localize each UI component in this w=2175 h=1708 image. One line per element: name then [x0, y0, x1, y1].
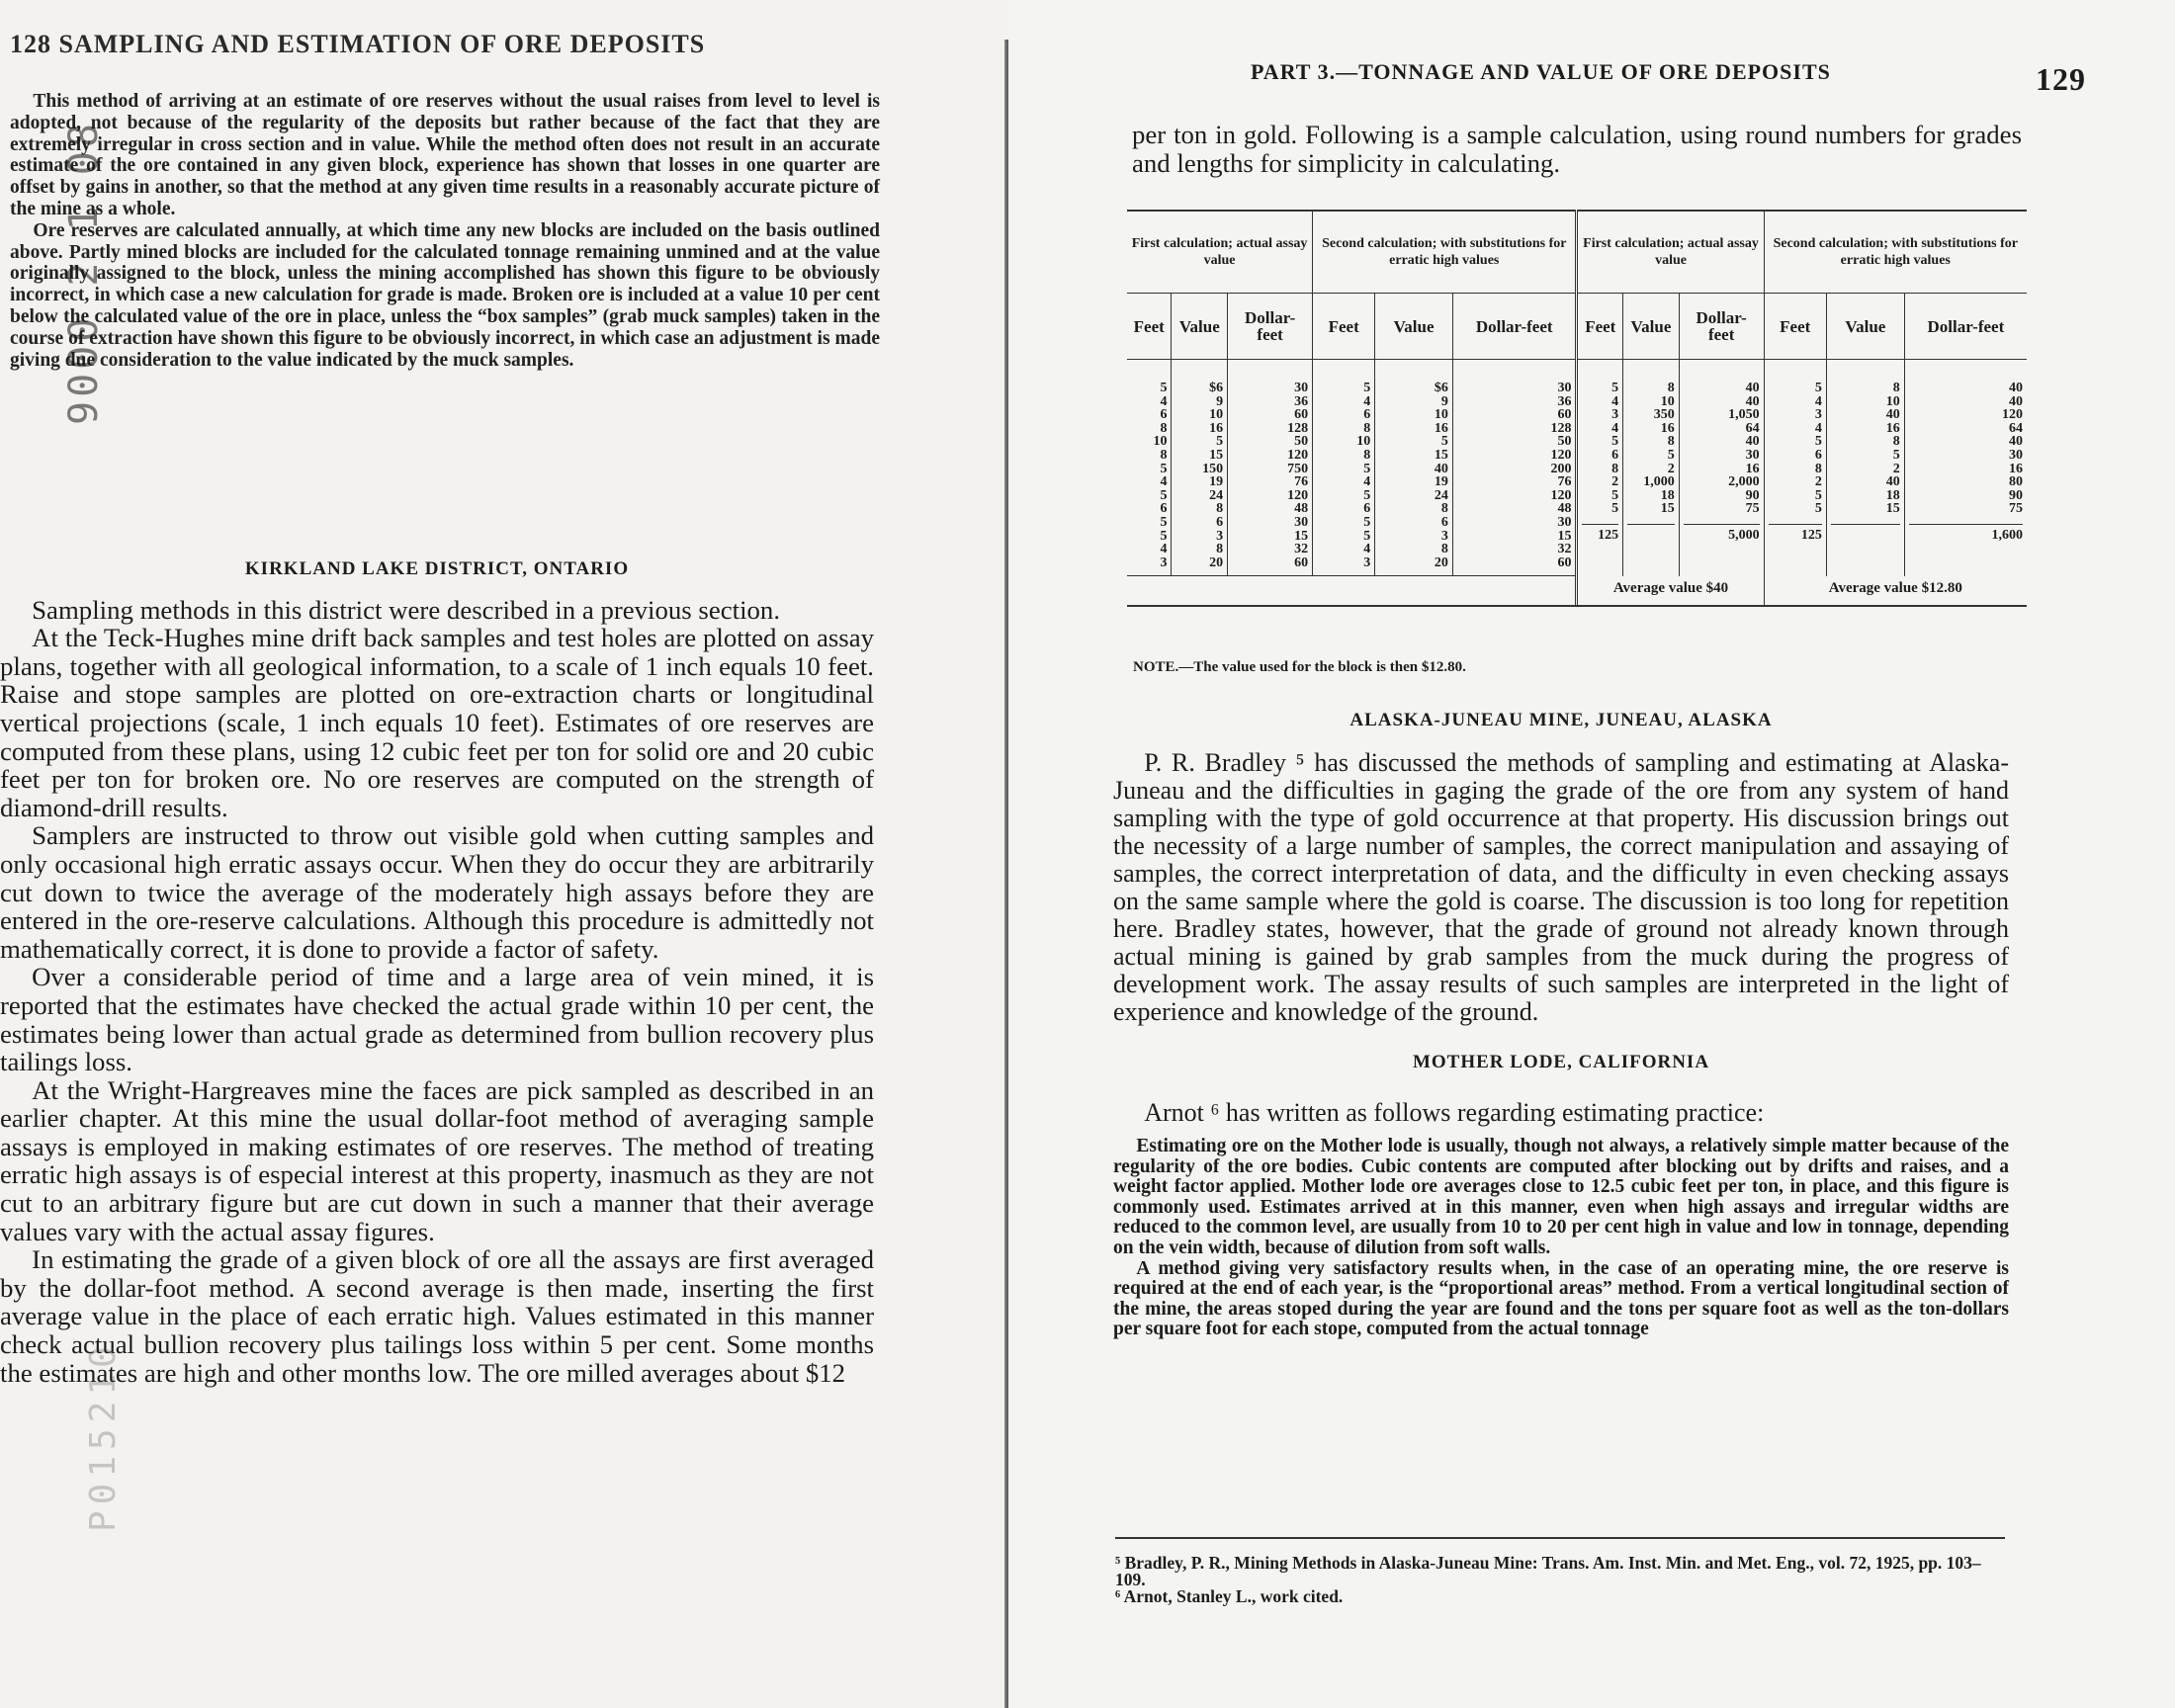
- table-cell: 8: [1611, 461, 1619, 476]
- right-body: [1113, 672, 2009, 1340]
- col-header-dollar-feet: Dollar-feet: [1452, 294, 1577, 360]
- column-value: [1172, 360, 1228, 576]
- table-cell: 15: [1209, 447, 1224, 463]
- table-note: NOTE.—The value used for the block is then $12.80.: [1133, 659, 1466, 675]
- table-cell: 64: [2009, 420, 2023, 436]
- paragraph: per ton in gold. Following is a sample calculation, using round numbers for grades and lengths for simplicity in calculating.: [1132, 120, 2022, 178]
- table-cell: 4: [1814, 393, 1822, 409]
- table-cell: 4: [1814, 420, 1822, 436]
- table-cell: 5: [1814, 501, 1822, 517]
- table-cell: 40: [1745, 381, 1760, 395]
- table-cell: 9: [1216, 393, 1224, 409]
- table-cell: 76: [1557, 474, 1572, 490]
- table-cell: 6: [1160, 407, 1168, 423]
- col-header-feet: Feet: [1764, 294, 1826, 360]
- group-header: First calculation; actual assay value: [1577, 211, 1764, 294]
- table-cell: 40: [2009, 393, 2023, 409]
- col-header-dollar-feet: Dollar-feet: [1679, 294, 1764, 360]
- table-cell: 90: [1745, 487, 1760, 503]
- table-cell: 24: [1434, 487, 1448, 503]
- table-cell: 15: [1885, 501, 1900, 517]
- quote-paragraph: Estimating ore on the Mother lode is usually, though not always, a relatively simple matter because of the regularity of the ore bodies. Cubic contents are computed after blocking out by drifts and raises, and a weight factor applied. Mother lode ore averages close to 12.5 cubic feet per ton, in place, and this figure is commonly used. Estimates arrived at in this manner, even when high assays and irregular widths are reduced to the common level, are usually from 10 to 20 per cent high in value and low in tonnage, depending on the vein width, because of dilution from soft walls.: [1113, 1136, 2009, 1258]
- table-cell: 8: [1667, 434, 1675, 450]
- table-cell: 18: [1660, 487, 1675, 503]
- table-cell: 4: [1363, 542, 1371, 557]
- col-header-value: Value: [1623, 294, 1680, 360]
- table-cell: 40: [2009, 381, 2023, 395]
- table-cell: 40: [1885, 407, 1900, 423]
- table-cell: 5: [1667, 447, 1675, 463]
- right-running-header: PART 3.—TONNAGE AND VALUE OF ORE DEPOSITS: [1251, 59, 1831, 84]
- table-cell: 5: [1160, 461, 1168, 476]
- table-cell: 30: [1294, 514, 1309, 530]
- table-cell: 6: [1611, 447, 1619, 463]
- paragraph: P. R. Bradley ⁵ has discussed the methods of sampling and estimating at Alaska-Juneau and the difficulties in gaging the grade of the ore from any system of hand sampling with the type of gold occurrence at that property. His discussion brings out the necessity of a large number of samples, the correct manipulation and assaying of samples, the correct interpretation of data, and the difficulty in even checking assays on the same sample where the gold is coarse. The discussion is too long for repetition here. Bradley states, however, that the grade of ground not already known through actual mining is gained by grab samples from the muck during the progress of development work. The assay results of such samples are interpreted in the light of experience and knowledge of the ground.: [1113, 748, 2009, 1026]
- section-heading-mother-lode: MOTHER LODE, CALIFORNIA: [1412, 1052, 1710, 1072]
- table-cell: 76: [1294, 474, 1309, 490]
- table-cell: 6: [1440, 514, 1448, 530]
- table-cell: 120: [2002, 407, 2023, 423]
- group-header: Second calculation; with substitutions for erratic high values: [1764, 211, 2027, 294]
- table-cell: 4: [1160, 542, 1168, 557]
- table-cell: 48: [1557, 501, 1572, 517]
- table-cell: 5: [1611, 487, 1619, 503]
- table-cell: 5: [1611, 381, 1619, 395]
- table-cell: 5: [1814, 381, 1822, 395]
- table-cell: 40: [1745, 434, 1760, 450]
- table-cell: 60: [1294, 407, 1309, 423]
- table-cell: 5: [1363, 528, 1371, 544]
- col-header-value: Value: [1172, 294, 1228, 360]
- section-heading-kirkland: KIRKLAND LAKE DISTRICT, ONTARIO: [244, 558, 630, 579]
- table-cell: 8: [1216, 501, 1224, 517]
- table-cell: 40: [2009, 434, 2023, 450]
- table-cell: 8: [1814, 461, 1822, 476]
- table-cell: 3: [1216, 528, 1224, 544]
- quote-paragraph: A method giving very satisfactory results when, in the case of an operating mine, the ore reserve is required at the end of each year, is the “proportional areas” method. From a vertical longitudinal section of the mine, the areas stoped during the year are found and the tons per square foot as well as the ton-dollars per square foot for each stope, computed from the actual tonnage: [1113, 1257, 2009, 1340]
- table-cell: 36: [1557, 393, 1572, 409]
- paragraph: Ore reserves are calculated annually, at which time any new blocks are included on the basis outlined above. Partly mined blocks are included for the calculated tonnage remaining unmined and at the value originally assigned to the block, unless the mining accomplished has shown this figure to be obviously incorrect, in which case a new calculation for grade is made. Broken ore is included at a value 10 per cent below the calculated value of the ore in place, unless the “box samples” (grab muck samples) taken in the course of extraction have shown this figure to be obviously incorrect, in which case an adjustment is made giving due consideration to the value indicated by the muck samples.: [10, 219, 880, 371]
- paragraph: Sampling methods in this district were described in a previous section.: [32, 594, 781, 625]
- table-cell: 2: [1611, 474, 1619, 490]
- table-cell: 8: [1160, 447, 1168, 463]
- left-running-header: 128 SAMPLING AND ESTIMATION OF ORE DEPOSITS: [10, 30, 706, 58]
- paragraph: At the Teck-Hughes mine drift back samples and test holes are plotted on assay plans, together with all geological information, to a scale of 1 inch equals 10 feet. Raise and stope samples are plotted on ore-extraction charts or longitudinal vertical projections (scale, 1 inch equals 10 feet). Estimates of ore reserves are computed from these plans, using 12 cubic feet per ton for solid ore and 20 cubic feet per ton for broken ore. No ore reserves are computed on the strength of diamond-drill results.: [0, 623, 874, 822]
- table-total-cell: [1831, 524, 1900, 543]
- column-feet: [1764, 360, 1826, 576]
- table-cell: 5: [1363, 514, 1371, 530]
- table-cell: 3: [1363, 555, 1371, 570]
- table-total-cell: [1627, 524, 1675, 543]
- paragraph: In estimating the grade of a given block of ore all the assays are first averaged by the dollar-foot method. A second average is then made, inserting the first average value in the place of each erratic high. Values estimated in this manner check actual bullion recovery plus tailings loss within 5 per cent. Some months the estimates are high and other months low. The ore milled averages about $12: [0, 1244, 874, 1388]
- paragraph: Over a considerable period of time and a large area of vein mined, it is reported that the estimates have checked the actual grade within 10 per cent, the estimates being lower than actual grade as determined from bullion recovery plus tailings loss.: [0, 962, 874, 1077]
- table-cell: 2: [1667, 461, 1675, 476]
- table-cell: $6: [1209, 381, 1224, 395]
- col-header-feet: Feet: [1577, 294, 1623, 360]
- table-cell: 30: [1557, 514, 1572, 530]
- footnote-5: ⁵ Bradley, P. R., Mining Methods in Alaska-Juneau Mine: Trans. Am. Inst. Min. and Met. Eng., vol. 72, 1925, pp. 103–109.: [1115, 1553, 1981, 1589]
- column-feet: [1313, 360, 1375, 576]
- table-cell: 3: [1440, 528, 1448, 544]
- paragraph: Arnot ⁶ has written as follows regarding estimating practice:: [1144, 1098, 1765, 1127]
- table-cell: 3: [1160, 555, 1168, 570]
- table-cell: 6: [1160, 501, 1168, 517]
- average-second: Average value $12.80: [1764, 576, 2027, 605]
- right-page: [1008, 0, 2175, 1708]
- table-cell: 120: [1287, 447, 1309, 463]
- table-cell: 2: [1814, 474, 1822, 490]
- table-cell: 5: [1363, 381, 1371, 395]
- paragraph: This method of arriving at an estimate of ore reserves without the usual raises from level to level is adopted, not because of the regularity of the deposits but rather because of the fact that they are extremely irregular in cross section and in value. While the method often does not result in an accurate estimate of the ore contained in any given block, experience has shown that losses in one quarter are offset by gains in another, so that the method at any given time results in a reasonably accurate picture of the mine as a whole.: [10, 91, 880, 219]
- table-cell: 750: [1287, 461, 1309, 476]
- column-dollar-feet: [1228, 360, 1313, 576]
- table-cell: 20: [1209, 555, 1224, 570]
- table-cell: 16: [1660, 420, 1675, 436]
- table-total-cell: 125: [1582, 524, 1618, 543]
- table-cell: 4: [1363, 393, 1371, 409]
- left-large-text: [0, 542, 874, 1387]
- table-cell: 4: [1363, 474, 1371, 490]
- col-header-feet: Feet: [1313, 294, 1375, 360]
- table-cell: 5: [1440, 434, 1448, 450]
- table-cell: 8: [1363, 447, 1371, 463]
- table-cell: 30: [1557, 381, 1572, 395]
- group-header: Second calculation; with substitutions for erratic high values: [1313, 211, 1577, 294]
- table-total-cell: 125: [1769, 524, 1822, 543]
- table-cell: 32: [1294, 542, 1309, 557]
- table-cell: 2: [1892, 461, 1900, 476]
- table-cell: 10: [1356, 434, 1371, 450]
- table-cell: 48: [1294, 501, 1309, 517]
- table-cell: 16: [1745, 461, 1760, 476]
- table-cell: 150: [1202, 461, 1224, 476]
- table-total-cell: 5,000: [1684, 524, 1760, 543]
- table-cell: 8: [1892, 381, 1900, 395]
- table-cell: 30: [1294, 381, 1309, 395]
- table-cell: 8: [1440, 542, 1448, 557]
- column-feet: [1127, 360, 1172, 576]
- table-cell: 6: [1363, 501, 1371, 517]
- table-cell: 5: [1160, 487, 1168, 503]
- library-stamp: 9000 2 1 08: [61, 120, 107, 425]
- calculation-table: [1127, 210, 2027, 607]
- column-dollar-feet: [1904, 360, 2027, 576]
- table-cell: 50: [1294, 434, 1309, 450]
- table-cell: 9: [1440, 393, 1448, 409]
- table-cell: 8: [1160, 420, 1168, 436]
- table-cell: 15: [1294, 528, 1309, 544]
- table-cell: 32: [1557, 542, 1572, 557]
- table-cell: 16: [1885, 420, 1900, 436]
- table-cell: 3: [1611, 407, 1619, 423]
- table-cell: 120: [1550, 447, 1572, 463]
- table-cell: 5: [1611, 501, 1619, 517]
- table-cell: 5: [1160, 528, 1168, 544]
- column-value: [1826, 360, 1904, 576]
- faint-stamp: P015210: [83, 1340, 124, 1532]
- right-intro: [1132, 121, 2022, 177]
- table-cell: 200: [1550, 461, 1572, 476]
- table-cell: 24: [1209, 487, 1224, 503]
- table-cell: 10: [1885, 393, 1900, 409]
- table-cell: 19: [1209, 474, 1224, 490]
- paragraph: At the Wright-Hargreaves mine the faces are pick sampled as described in an earlier chapter. At this mine the usual dollar-foot method of averaging sample assays is employed in making estimates of ore reserves. The method of treating erratic high assays is of especial interest at this property, inasmuch as they are not cut to an arbitrary figure but are cut down in such a manner that their average values vary with the actual assay figures.: [0, 1074, 874, 1246]
- col-header-value: Value: [1375, 294, 1453, 360]
- col-header-dollar-feet: Dollar-feet: [1904, 294, 2027, 360]
- table-cell: 120: [1550, 487, 1572, 503]
- table-cell: 128: [1287, 420, 1309, 436]
- page-number: 129: [2036, 61, 2086, 97]
- table-cell: 8: [1892, 434, 1900, 450]
- table-cell: 40: [1885, 474, 1900, 490]
- table-cell: 19: [1434, 474, 1448, 490]
- table-cell: 5: [1814, 487, 1822, 503]
- column-dollar-feet: [1452, 360, 1577, 576]
- table-cell: 64: [1745, 420, 1760, 436]
- table-total-cell: 1,600: [1909, 524, 2023, 543]
- table-bottom-rule: [1127, 605, 2027, 607]
- footnote-6: ⁶ Arnot, Stanley L., work cited.: [1115, 1586, 1344, 1606]
- table-cell: 6: [1363, 407, 1371, 423]
- column-dollar-feet: [1679, 360, 1764, 576]
- table-cell: $6: [1434, 381, 1448, 395]
- col-header-dollar-feet: Dollar-feet: [1228, 294, 1313, 360]
- table-cell: 120: [1287, 487, 1309, 503]
- table-cell: 5: [1160, 381, 1168, 395]
- group-header: First calculation; actual assay value: [1127, 211, 1313, 294]
- table-cell: 36: [1294, 393, 1309, 409]
- table-cell: 5: [1160, 514, 1168, 530]
- table-cell: 2,000: [1728, 474, 1760, 490]
- table-cell: 10: [1153, 434, 1168, 450]
- table-cell: 60: [1557, 407, 1572, 423]
- footnotes: [1115, 1537, 2005, 1605]
- table-cell: 5: [1363, 487, 1371, 503]
- table-cell: 10: [1434, 407, 1448, 423]
- table-cell: 3: [1814, 407, 1822, 423]
- section-heading-alaska: ALASKA-JUNEAU MINE, JUNEAU, ALASKA: [1349, 710, 1773, 730]
- table-cell: 16: [1209, 420, 1224, 436]
- table-cell: 16: [2009, 461, 2023, 476]
- table-cell: 8: [1667, 381, 1675, 395]
- table-cell: 60: [1557, 555, 1572, 570]
- table-cell: 128: [1550, 420, 1572, 436]
- table-cell: 50: [1557, 434, 1572, 450]
- table-cell: 6: [1216, 514, 1224, 530]
- column-value: [1623, 360, 1680, 576]
- table-cell: 75: [2009, 501, 2023, 517]
- table-cell: 40: [1434, 461, 1448, 476]
- table-cell: 4: [1611, 420, 1619, 436]
- table-cell: 40: [1745, 393, 1760, 409]
- left-small-text: [10, 91, 880, 371]
- table-cell: 18: [1885, 487, 1900, 503]
- table-cell: 75: [1745, 501, 1760, 517]
- table-cell: 8: [1216, 542, 1224, 557]
- table-cell: 60: [1294, 555, 1309, 570]
- table-cell: 15: [1660, 501, 1675, 517]
- table-cell: 4: [1160, 474, 1168, 490]
- table-cell: 10: [1209, 407, 1224, 423]
- table-cell: 5: [1814, 434, 1822, 450]
- table-cell: 5: [1611, 434, 1619, 450]
- table-cell: 90: [2009, 487, 2023, 503]
- column-value: [1375, 360, 1453, 576]
- table-cell: 1,050: [1728, 407, 1760, 423]
- table-cell: 5: [1363, 461, 1371, 476]
- table-cell: 15: [1557, 528, 1572, 544]
- column-feet: [1577, 360, 1623, 576]
- table-cell: 4: [1160, 393, 1168, 409]
- table-cell: 8: [1440, 501, 1448, 517]
- table-cell: 20: [1434, 555, 1448, 570]
- col-header-feet: Feet: [1127, 294, 1172, 360]
- table-cell: 15: [1434, 447, 1448, 463]
- table-cell: 30: [2009, 447, 2023, 463]
- table-cell: 10: [1660, 393, 1675, 409]
- left-page: [0, 0, 1008, 1708]
- average-first: Average value $40: [1577, 576, 1764, 605]
- table-cell: 6: [1814, 447, 1822, 463]
- table-cell: 8: [1363, 420, 1371, 436]
- table-cell: 4: [1611, 393, 1619, 409]
- table-cell: 30: [1745, 447, 1760, 463]
- table-cell: 5: [1892, 447, 1900, 463]
- table-cell: 16: [1434, 420, 1448, 436]
- table-cell: 1,000: [1643, 474, 1675, 490]
- table-cell: 5: [1216, 434, 1224, 450]
- paragraph: Samplers are instructed to throw out visible gold when cutting samples and only occasional high erratic assays occur. When they do occur they are arbitrarily cut down to twice the average of the moderately high assays before they are entered in the ore-reserve calculations. Although this procedure is admittedly not mathematically correct, it is done to provide a factor of safety.: [0, 820, 874, 964]
- table-cell: 80: [2009, 474, 2023, 490]
- col-header-value: Value: [1826, 294, 1904, 360]
- table-cell: 350: [1653, 407, 1675, 423]
